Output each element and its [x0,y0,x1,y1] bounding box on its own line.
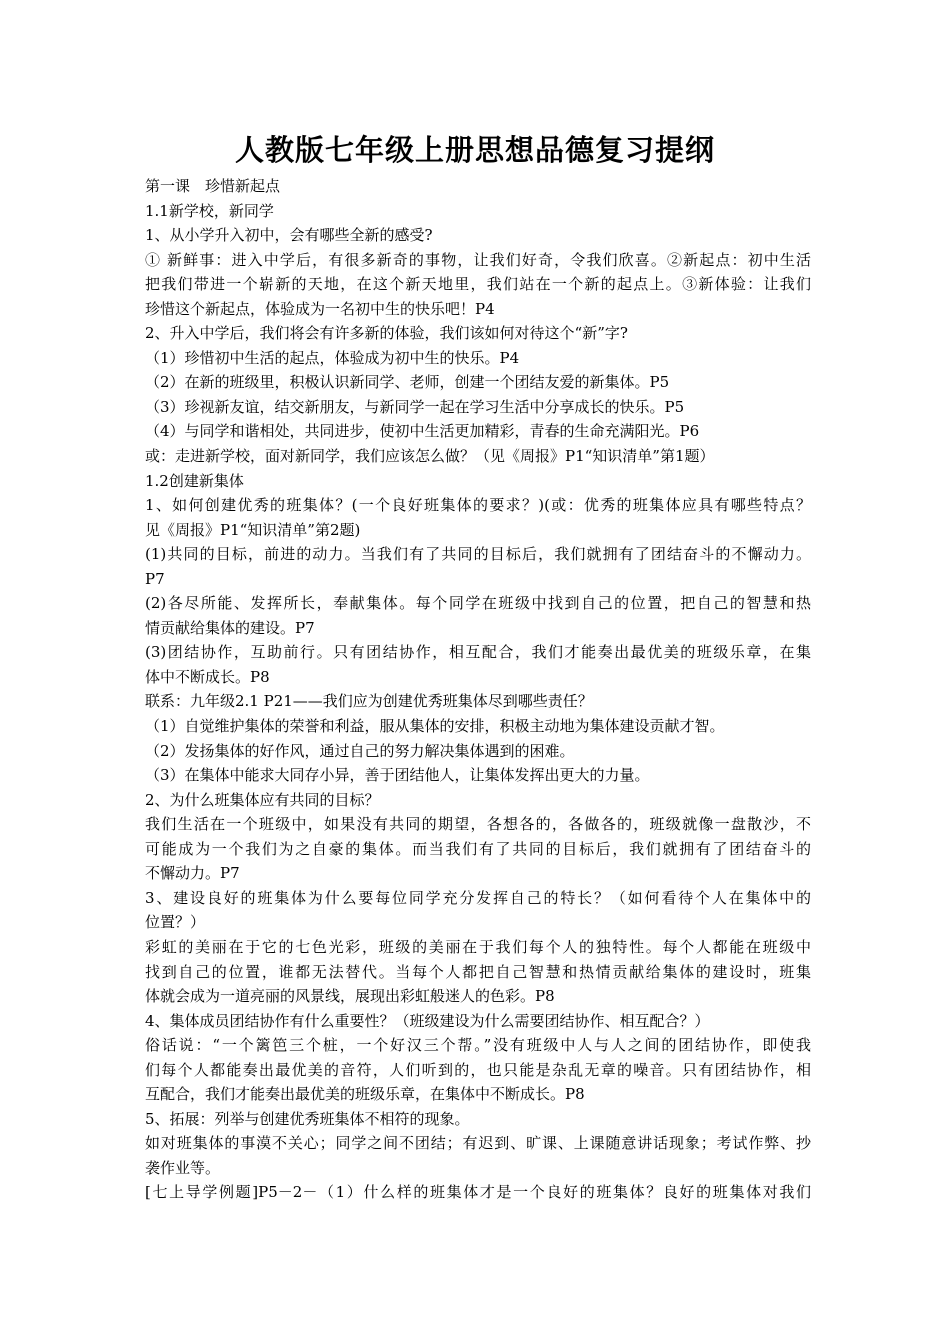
document-body [145,174,811,1205]
text-line: 们每个人都能奏出最优美的音符，人们听到的，也只能是杂乱无章的噪音。只有团结协作，相 [145,1060,811,1079]
text-line: 1.2创建新集体 [145,471,244,490]
text-line: 体中不断成长。P8 [145,667,270,686]
text-line: 俗话说：“一个篱笆三个桩，一个好汉三个帮。”没有班级中人与人之间的团结协作，即使我 [145,1036,811,1055]
text-line: 5、拓展：列举与创建优秀班集体不相符的现象。 [145,1109,470,1128]
text-line: 1、如何创建优秀的班集体？(一个良好班集体的要求？)(或：优秀的班集体应具有哪些特点？ [145,496,811,515]
text-line: ① 新鲜事：进入中学后，有很多新奇的事物，让我们好奇，令我们欣喜。②新起点：初中生活 [145,250,811,269]
text-line: 位置？） [145,913,206,932]
text-line: 不懈动力。P7 [145,864,240,883]
text-line: （3）珍视新友谊，结交新朋友，与新同学一起在学习生活中分享成长的快乐。P5 [145,397,685,416]
text-line: [七上导学例题]P5－2－（1）什么样的班集体才是一个良好的班集体？良好的班集体对我们 [145,1183,811,1202]
text-line: 我们生活在一个班级中，如果没有共同的期望，各想各的，各做各的，班级就像一盘散沙，不 [145,815,811,834]
text-line: （2）发扬集体的好作风，通过自己的努力解决集体遇到的困难。 [145,741,575,760]
text-line: 联系：九年级2.1 P21——我们应为创建优秀班集体尽到哪些责任？ [145,692,593,711]
text-line: 把我们带进一个崭新的天地，在这个新天地里，我们站在一个新的起点上。③新体验：让我们 [145,275,811,294]
text-line: （1）珍惜初中生活的起点，体验成为初中生的快乐。P4 [145,348,520,367]
text-line: 2、为什么班集体应有共同的目标？ [145,790,380,809]
text-line: 2、升入中学后，我们将会有许多新的体验，我们该如何对待这个“新”字? [145,324,628,343]
text-line: 第一课 珍惜新起点 [145,177,281,195]
text-line: 互配合，我们才能奏出最优美的班级乐章，在集体中不断成长。P8 [145,1085,585,1104]
text-line: (1)共同的目标，前进的动力。当我们有了共同的目标后，我们就拥有了团结奋斗的不懈动力。 [145,545,811,564]
text-line: 找到自己的位置，谁都无法替代。当每个人都把自己智慧和热情贡献给集体的建设时，班集 [145,962,811,981]
text-line: 彩虹的美丽在于它的七色光彩，班级的美丽在于我们每个人的独特性。每个人都能在班级中 [145,937,811,956]
text-line: （4）与同学和谐相处，共同进步，使初中生活更加精彩，青春的生命充满阳光。P6 [145,422,700,441]
text-line: P7 [145,569,165,588]
text-line: （3）在集体中能求大同存小异，善于团结他人，让集体发挥出更大的力量。 [145,766,650,785]
text-line: 3、建设良好的班集体为什么要每位同学充分发挥自己的特长？（如何看待个人在集体中的 [145,888,811,907]
document-title: 人教版七年级上册思想品德复习提纲 [234,133,715,167]
text-line: 1、从小学升入初中，会有哪些全新的感受? [145,226,433,245]
text-line: 珍惜这个新起点，体验成为一名初中生的快乐吧！P4 [145,299,495,318]
text-line: （2）在新的班级里，积极认识新同学、老师，创建一个团结友爱的新集体。P5 [145,373,670,392]
text-line: 体就会成为一道亮丽的风景线，展现出彩虹般迷人的色彩。P8 [145,987,555,1006]
text-line: 袭作业等。 [145,1158,221,1177]
text-line: （1）自觉维护集体的荣誉和利益，服从集体的安排，积极主动地为集体建设贡献才智。 [145,717,725,736]
text-line: (2)各尽所能、发挥所长，奉献集体。每个同学在班级中找到自己的位置，把自己的智慧和热 [145,594,811,613]
text-line: (3)团结协作，互助前行。只有团结协作，相互配合，我们才能奏出最优美的班级乐章，在集 [145,643,811,662]
text-line: 或：走进新学校，面对新同学，我们应该怎么做？（见《周报》P1“知识清单”第1题） [145,447,715,466]
text-line: 4、集体成员团结协作有什么重要性？（班级建设为什么需要团结协作、相互配合？） [145,1011,710,1030]
text-line: 1.1新学校，新同学 [145,201,274,220]
text-line: 如对班集体的事漠不关心；同学之间不团结；有迟到、旷课、上课随意讲话现象；考试作弊、抄 [145,1134,811,1153]
text-line: 情贡献给集体的建设。P7 [145,618,315,637]
text-line: 见《周报》P1“知识清单”第2题) [145,520,361,539]
text-line: 可能成为一个我们为之自豪的集体。而当我们有了共同的目标后，我们就拥有了团结奋斗的 [145,839,811,858]
